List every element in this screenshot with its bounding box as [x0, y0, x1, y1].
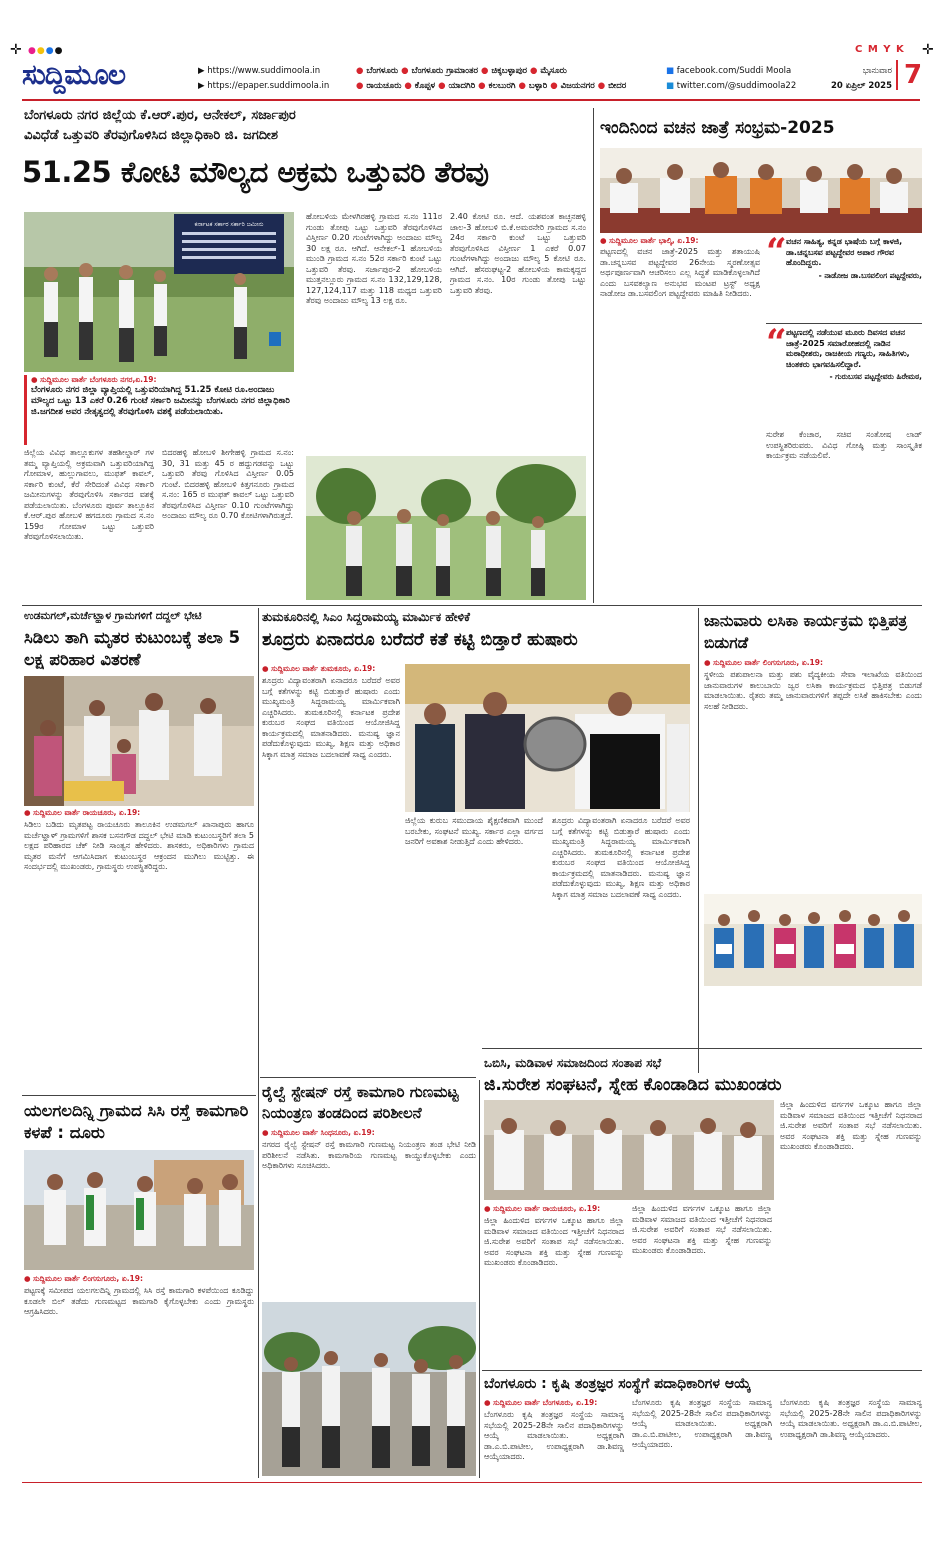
lead-kicker-1: ಬೆಂಗಳೂರು ನಗರ ಜಿಲ್ಲೆಯ ಕೆ.ಆರ್.ಪುರ, ಆನೇಕಲ್, ಸರ್ಜಾಪುರ [24, 108, 296, 123]
quote-1-author: - ನಾಡೋಜ ಡಾ.ಬಸವಲಿಂಗ ಪಟ್ಟದ್ದೇವರು, [818, 270, 922, 280]
cm-photo [405, 664, 690, 812]
vachana-col-1: ಪಟ್ಟಣದಲ್ಲಿ ವಚನ ಜಾತ್ರೆ-2025 ಮತ್ತು ಶತಾಯುಷಿ ಡಾ.ಚನ್ನಬಸವ ಪಟ್ಟದ್ದೇವರ 26ನೇಯ ಸ್ಮರಣೋತ್ಸವ ಅರ್ಥಪೂರ್ಣವಾಗಿ ಆಚರಿಸಲು ಎಲ್ಲ ಸಿದ್ಧತೆ ಮಾಡಿಕೊಳ್ಳಲಾಗಿದೆ ಎಂದು ಬಸವಕಲ್ಯಾಣ ಅನುಭವ ಮಂಟಪ ಟ್ರಸ್ಟ್ ಅಧ್ಯಕ್ಷ ನಾಡೋಜ ಡಾ.ಬಸವಲಿಂಗ ಪಟ್ಟದ್ದೇವರು ಮಾಹಿತಿ ನೀಡಿದರು. [600, 247, 760, 298]
quote-icon: “ [766, 322, 787, 364]
obc-photo [484, 1100, 774, 1200]
obc-kicker: ಒಬಿಸಿ, ಮಡಿವಾಳ ಸಮಾಜದಿಂದ ಸಂತಾಪ ಸಭೆ [484, 1056, 662, 1070]
masthead [0, 0, 945, 100]
lead-photo-survey [24, 212, 294, 372]
arrow-icon: ▶ [198, 81, 208, 91]
bullet-icon: ● [597, 81, 609, 91]
cm-dateline: ● ಸುದ್ದಿಮೂಲ ವಾರ್ತೆ ತುಮಕೂರು, ಏ.19: [262, 664, 376, 673]
signboard: ಕರ್ನಾಟಕ ಸರ್ಕಾರ ಸರ್ಕಾರಿ ಜಮೀನು [194, 221, 264, 228]
section-divider [482, 1048, 922, 1049]
cm-body-col-2: ಜಿಲ್ಲೆಯ ಕುರುಬ ಸಮುದಾಯ ಶೈಕ್ಷಣಿಕವಾಗಿ ಮುಂದೆ ಬರಬೇಕು, ಸಂಘಟನೆ ಮುಖ್ಯ. ಸರ್ಕಾರ ಎಲ್ಲಾ ವರ್ಗದ ಜನರಿಗೆ ಅವಕಾಶ ನೀಡುತ್ತಿದೆ ಎಂದು ಹೇಳಿದರು. [405, 816, 543, 846]
obc-body-col-3: ಜಿಲ್ಲಾ ಹಿಂದುಳಿದ ವರ್ಗಗಳ ಒಕ್ಕೂಟ ಹಾಗೂ ಜಿಲ್ಲಾ ಮಡಿವಾಳ ಸಮಾಜದ ವತಿಯಿಂದ ಇತ್ತೀಚೆಗೆ ನಿಧನರಾದ ಜಿ.ಸುರೇಶ ಅವರಿಗೆ ಸಂತಾಪ ಸಭೆ ನಡೆಸಲಾಯಿತು. ಅವರ ಸಂಘಟನಾ ಶಕ್ತಿ ಮತ್ತು ಸ್ನೇಹ ಗುಣವನ್ನು ಮುಖಂಡರು ಕೊಂಡಾಡಿದರು. [780, 1100, 922, 1151]
bullet-icon: ● [356, 66, 367, 76]
vachana-dateline: ● ಸುದ್ದಿಮೂಲ ವಾರ್ತೆ ಭಾಲ್ಕಿ, ಏ.19: [600, 236, 699, 245]
lead-dateline: ● ಸುದ್ದಿಮೂಲ ವಾರ್ತೆ ಬೆಂಗಳೂರು ನಗರ,ಏ.19: [31, 375, 157, 384]
color-dots: ●●●● [28, 46, 64, 56]
lead-photo-site [306, 456, 586, 600]
obc-dateline: ● ಸುದ್ದಿಮೂಲ ವಾರ್ತೆ ರಾಯಚೂರು, ಏ.19: [484, 1204, 601, 1213]
social-links [666, 64, 796, 94]
vachana-quote-1 [766, 231, 922, 319]
quote-1-text: ವಚನ ಸಾಹಿತ್ಯ, ಕನ್ನಡ ಭಾಷೆಯ ಬಗ್ಗೆ ಕಾಳಜಿ, ಡಾ.ಚನ್ನಬಸವ ಪಟ್ಟದ್ದೇವರ ಅಪಾರ ಗೌರವ ಹೊಂದಿದ್ದರು. [786, 237, 903, 267]
arrow-icon: ▶ [198, 66, 208, 76]
vachana-headline: ಇಂದಿನಿಂದ ವಚನ ಜಾತ್ರೆ ಸಂಭ್ರಮ-2025 [600, 118, 835, 138]
agri-headline: ಬೆಂಗಳೂರು : ಕೃಷಿ ತಂತ್ರಜ್ಞರ ಸಂಸ್ಥೆಗೆ ಪದಾಧಿಕಾರಿಗಳ ಆಯ್ಕೆ [484, 1376, 751, 1392]
road-headline: ಯಲಗಲದಿನ್ನಿ ಗ್ರಾಮದ ಸಿಸಿ ರಸ್ತೆ ಕಾಮಗಾರಿ ಕಳಪೆ : ದೂರು [24, 1101, 249, 1142]
bullet-icon: ● [438, 81, 449, 91]
edition-link[interactable]: ಕೊಪ್ಪಳ [414, 81, 439, 91]
agri-body-col-3: ಬೆಂಗಳೂರು ಕೃಷಿ ತಂತ್ರಜ್ಞರ ಸಂಸ್ಥೆಯ ಸಾಮಾನ್ಯ ಸಭೆಯಲ್ಲಿ 2025-28ನೇ ಸಾಲಿನ ಪದಾಧಿಕಾರಿಗಳನ್ನು ಆಯ್ಕೆ ಮಾಡಲಾಯಿತು. ಅಧ್ಯಕ್ಷರಾಗಿ ಡಾ.ಎ.ಬಿ.ಪಾಟೀಲ, ಉಪಾಧ್ಯಕ್ಷರಾಗಿ ಡಾ.ಶಿವಣ್ಣ ಆಯ್ಕೆಯಾದರು. [780, 1398, 922, 1439]
bullet-icon: ● [478, 81, 489, 91]
section-divider [22, 1095, 256, 1096]
lead-kicker-2: ವಿವಿಧೆಡೆ ಒತ್ತುವರಿ ತೆರವುಗೊಳಿಸಿದ ಜಿಲ್ಲಾಧಿಕಾರಿ ಜಿ. ಜಗದೀಶ [24, 128, 279, 143]
registration-marks-right: ✛ [922, 42, 934, 58]
vaccine-dateline: ● ಸುದ್ದಿಮೂಲ ವಾರ್ತೆ ಲಿಂಗಸುಗೂರು, ಏ.19: [704, 658, 823, 667]
quote-divider [766, 323, 922, 324]
editions-row-1 [356, 64, 636, 79]
edition-link[interactable]: ಚಿಕ್ಕಬಳ್ಳಾಪುರ [491, 66, 531, 76]
vaccine-body: ಸ್ಥಳೀಯ ಪಶುಪಾಲನಾ ಮತ್ತು ಪಶು ವೈದ್ಯಕೀಯ ಸೇವಾ ಇಲಾಖೆಯ ವತಿಯಿಂದ ಜಾನುವಾರುಗಳ ಕಾಲುಬಾಯಿ ಜ್ವರ ಲಸಿಕಾ ಕಾರ್ಯಕ್ರಮದ ಭಿತ್ತಿಪತ್ರ ಬಿಡುಗಡೆ ಮಾಡಲಾಯಿತು. ರೈತರು ತಮ್ಮ ಜಾನುವಾರುಗಳಿಗೆ ತಪ್ಪದೇ ಲಸಿಕೆ ಹಾಕಿಸಬೇಕು ಎಂದು ಸಲಹೆ ನೀಡಿದರು. [704, 670, 922, 711]
bottom-rule [22, 1482, 922, 1483]
rail-body: ನಗರದ ರೈಲ್ವೆ ಸ್ಟೇಷನ್ ರಸ್ತೆ ಕಾಮಗಾರಿ ಗುಣಮಟ್ಟ ನಿಯಂತ್ರಣ ತಂಡ ಭೇಟಿ ನೀಡಿ ಪರಿಶೀಲನೆ ನಡೆಸಿತು. ಕಾಮಗಾರಿಯ ಗುಣಮಟ್ಟ ಕಾಯ್ದುಕೊಳ್ಳಬೇಕು ಎಂದು ಅಧಿಕಾರಿಗಳು ಸೂಚಿಸಿದರು. [262, 1140, 476, 1170]
obc-headline: ಜಿ.ಸುರೇಶ ಸಂಘಟನೆ, ಸ್ನೇಹ ಕೊಂಡಾಡಿದ ಮುಖಂಡರು [484, 1075, 782, 1095]
bullet-icon: ● [401, 66, 412, 76]
rail-photo [262, 1302, 476, 1476]
section-divider [22, 605, 922, 606]
rail-dateline: ● ಸುದ್ದಿಮೂಲ ವಾರ್ತೆ ಸಿಂಧನೂರು, ಏ.19: [262, 1128, 375, 1137]
page-number: 7 [896, 60, 922, 90]
site-link[interactable]: https://www.suddimoola.in [207, 66, 321, 76]
issue-date [812, 64, 892, 94]
edition-link[interactable]: ಬೆಂಗಳೂರು [366, 66, 402, 76]
vaccine-headline: ಜಾನುವಾರು ಲಸಿಕಾ ಕಾರ್ಯಕ್ರಮ ಭಿತ್ತಿಪತ್ರ ಬಿಡುಗಡೆ [704, 612, 908, 652]
bullet-icon: ● [550, 81, 561, 91]
obc-body-col-1: ಜಿಲ್ಲಾ ಹಿಂದುಳಿದ ವರ್ಗಗಳ ಒಕ್ಕೂಟ ಹಾಗೂ ಜಿಲ್ಲಾ ಮಡಿವಾಳ ಸಮಾಜದ ವತಿಯಿಂದ ಇತ್ತೀಚೆಗೆ ನಿಧನರಾದ ಜಿ.ಸುರೇಶ ಅವರಿಗೆ ಸಂತಾಪ ಸಭೆ ನಡೆಸಲಾಯಿತು. ಅವರ ಸಂಘಟನಾ ಶಕ್ತಿ ಮತ್ತು ಸ್ನೇಹ ಗುಣವನ್ನು ಮುಖಂಡರು ಕೊಂಡಾಡಿದರು. [484, 1216, 624, 1267]
bullet-icon: ● [481, 66, 492, 76]
agri-body-col-2: ಬೆಂಗಳೂರು ಕೃಷಿ ತಂತ್ರಜ್ಞರ ಸಂಸ್ಥೆಯ ಸಾಮಾನ್ಯ ಸಭೆಯಲ್ಲಿ 2025-28ನೇ ಸಾಲಿನ ಪದಾಧಿಕಾರಿಗಳನ್ನು ಆಯ್ಕೆ ಮಾಡಲಾಯಿತು. ಅಧ್ಯಕ್ಷರಾಗಿ ಡಾ.ಎ.ಬಿ.ಪಾಟೀಲ, ಉಪಾಧ್ಯಕ್ಷರಾಗಿ ಡಾ.ಶಿವಣ್ಣ ಆಯ್ಕೆಯಾದರು. [632, 1398, 772, 1449]
lead-highlight: ಬೆಂಗಳೂರು ನಗರ ಜಿಲ್ಲಾ ವ್ಯಾಪ್ತಿಯಲ್ಲಿ ಒತ್ತುವರಿಯಾಗಿದ್ದ 51.25 ಕೋಟಿ ರೂ.ಅಂದಾಜು ಮೌಲ್ಯದ ಒಟ್ಟು 13 ಎಕರೆ 0.26 ಗುಂಟೆ ಸರ್ಕಾರಿ ಜಮೀನನ್ನು ಬೆಂಗಳೂರು ನಗರ ಜಿಲ್ಲಾಧಿಕಾರಿ ಜಿ.ಜಗದೀಶ ಅವರ ನೇತೃತ್ವದಲ್ಲಿ ತೆರವುಗೊಳಿಸಿ ವಶಕ್ಕೆ ಪಡೆಯಲಾಯಿತು. [31, 385, 290, 417]
rail-headline: ರೈಲ್ವೆ ಸ್ಟೇಷನ್ ರಸ್ತೆ ಕಾಮಗಾರಿ ಗುಣಮಟ್ಟ ನಿಯಂತ್ರಣ ತಂಡದಿಂದ ಪರಿಶೀಲನೆ [262, 1083, 459, 1122]
ms-body: ಸಿಡಿಲು ಬಡಿದು ಮೃತಪಟ್ಟ ರಾಯಚೂರು ತಾಲೂಕಿನ ಉಡಮಗಲ್ ಖಾನಾಪುರು ಹಾಗೂ ಮರ್ಚೆಟ್ಹಾಳ್ ಗ್ರಾಮಗಳಿಗೆ ಶಾಸಕ ಬಸನಗೌಡ ದದ್ದಲ್ ಭೇಟಿ ಮಾಡಿ ಕುಟುಂಬಸ್ಥರಿಗೆ ತಲಾ 5 ಲಕ್ಷದ ಪರಿಹಾರದ ಚೆಕ್ ನೀಡಿ ಸಾಂತ್ವನ ಹೇಳಿದರು. ಶಾಸಕರು, ಅಧಿಕಾರಿಗಳು ಗ್ರಾಮದ ಮೃತರ ಮನೆಗೆ ಆಗಮಿಸಿದಾಗ ಕುಟುಂಬಸ್ಥರ ಆಕ್ರಂದನ ಮುಗಿಲು ಮುಟ್ಟಿತ್ತು. ಈ ಸಂದರ್ಭದಲ್ಲಿ ಮುಖಂಡರು, ಗ್ರಾಮಸ್ಥರು ಉಪಸ್ಥಿತರಿದ್ದರು. [24, 820, 254, 871]
agri-body-col-1: ಬೆಂಗಳೂರು ಕೃಷಿ ತಂತ್ರಜ್ಞರ ಸಂಸ್ಥೆಯ ಸಾಮಾನ್ಯ ಸಭೆಯಲ್ಲಿ 2025-28ನೇ ಸಾಲಿನ ಪದಾಧಿಕಾರಿಗಳನ್ನು ಆಯ್ಕೆ ಮಾಡಲಾಯಿತು. ಅಧ್ಯಕ್ಷರಾಗಿ ಡಾ.ಎ.ಬಿ.ಪಾಟೀಲ, ಉಪಾಧ್ಯಕ್ಷರಾಗಿ ಡಾ.ಶಿವಣ್ಣ ಆಯ್ಕೆಯಾದರು. [484, 1410, 624, 1461]
web-links [198, 64, 329, 94]
column-divider [479, 1080, 480, 1478]
column-divider [258, 608, 259, 1478]
edition-link[interactable]: ಯಾದಗಿರಿ [448, 81, 479, 91]
lead-col-1: ಜಿಲ್ಲೆಯ ವಿವಿಧ ತಾಲ್ಲೂಕುಗಳ ತಹಶೀಲ್ದಾರ್ ಗಳ ತಮ್ಮ ವ್ಯಾಪ್ತಿಯಲ್ಲಿ ಅಕ್ರಮವಾಗಿ ಒತ್ತುವರಿಯಾಗಿದ್ದ ಗೋಮಾಳ, ಹುಲ್ಲುಗಾವಲು, ಮುಫತ್ ಕಾವಲ್, ಸರ್ಕಾರಿ ಕುಂಟೆ, ಕೆರೆ ಸೇರಿದಂತೆ ವಿವಿಧ ಸರ್ಕಾರಿ ಜಮೀನುಗಳನ್ನು ತೆರವುಗೊಳಿಸಿ ಸರ್ಕಾರದ ವಶಕ್ಕೆ ಪಡೆಯಲಾಯಿತು. ಬೆಂಗಳೂರು ಪೂರ್ವ ತಾಲ್ಲೂಕಿನ ಕೆ.ಆರ್.ಪುರ ಹೋಬಳಿ ಹಗದೂರು ಗ್ರಾಮದ ಸ.ನಂ 159ರ ಗೋಮಾಳ ಒಟ್ಟು ಒತ್ತುವರಿ ತೆರವುಗೊಳಿಸಲಾಯಿತು. [24, 448, 154, 541]
column-divider [698, 608, 699, 1073]
vaccine-photo [704, 894, 922, 986]
lead-col-3: ಹೋಬಳಿಯ ಮೇಳಗಿರಹಳ್ಳಿ ಗ್ರಾಮದ ಸ.ನಂ 111ರ ಗುಂಡು ತೋಪು ಒಟ್ಟು ಒತ್ತುವರಿ ತೆರವುಗೊಳಿಸಿದ ವಿಸ್ತೀರ್ಣ 0.20 ಗುಂಟೆಗಳಾಗಿದ್ದು ಅಂದಾಜು ಮೌಲ್ಯ 30 ಲಕ್ಷ ರೂ. ಆಗಿದೆ. ಆನೇಕಲ್-1 ಹೋಬಳಿಯ ಮುಂಡಿ ಗ್ರಾಮದ ಸ.ನಂ 52ರ ಸರ್ಕಾರಿ ಕುಂಟೆ ಒಟ್ಟು ಒತ್ತುವರಿ ತೆರವು. ಸರ್ಜಾಪುರ-2 ಹೋಬಳಿಯ ಮುತ್ತನಲ್ಲೂರು ಗ್ರಾಮದ ಸ.ನಂ 132,129,128, 127,124,117 ಮತ್ತು 118 ಮಧ್ಯದ ಒತ್ತುವರಿ ತೆರವು ಅಂದಾಜು ಮೌಲ್ಯ 13 ಲಕ್ಷ ರೂ. [306, 212, 442, 305]
road-dateline: ● ಸುದ್ದಿಮೂಲ ವಾರ್ತೆ ಲಿಂಗಸುಗೂರು, ಏ.19: [24, 1274, 143, 1283]
obc-body-col-2: ಜಿಲ್ಲಾ ಹಿಂದುಳಿದ ವರ್ಗಗಳ ಒಕ್ಕೂಟ ಹಾಗೂ ಜಿಲ್ಲಾ ಮಡಿವಾಳ ಸಮಾಜದ ವತಿಯಿಂದ ಇತ್ತೀಚೆಗೆ ನಿಧನರಾದ ಜಿ.ಸುರೇಶ ಅವರಿಗೆ ಸಂತಾಪ ಸಭೆ ನಡೆಸಲಾಯಿತು. ಅವರ ಸಂಘಟನಾ ಶಕ್ತಿ ಮತ್ತು ಸ್ನೇಹ ಗುಣವನ್ನು ಮುಖಂಡರು ಕೊಂಡಾಡಿದರು. [632, 1204, 772, 1255]
twitter-link[interactable]: twitter.com/@suddimoola22 [676, 81, 797, 91]
ms-dateline: ● ಸುದ್ದಿಮೂಲ ವಾರ್ತೆ ರಾಯಚೂರು, ಏ.19: [24, 808, 141, 817]
lead-highlight-box [24, 375, 294, 445]
masthead-logo: ಸುದ್ದಿಮೂಲ [22, 58, 126, 91]
masthead-rule [22, 99, 920, 101]
date-label: 20 ಏಪ್ರಿಲ್ 2025 [831, 81, 892, 91]
quote-2-author: - ಗುರುಬಸವ ಪಟ್ಟದ್ದೇವರು ಹಿರೇಮಠ, [829, 372, 922, 381]
editions-row-2 [356, 79, 636, 94]
bullet-icon: ● [356, 81, 367, 91]
edition-link[interactable]: ಬಳ್ಳಾರಿ [528, 81, 551, 91]
vachana-quote-2 [766, 322, 922, 424]
road-body: ಪಟ್ಟಣಕ್ಕೆ ಸಮೀಪದ ಯಲಗಲದಿನ್ನಿ ಗ್ರಾಮದಲ್ಲಿ ಸಿಸಿ ರಸ್ತೆ ಕಾಮಗಾರಿ ಕಳಪೆಯಿಂದ ಕೂಡಿದ್ದು ಕೂಡಲೇ ಬಿಲ್ ತಡೆದು ಗುಣಮಟ್ಟದ ಕಾಮಗಾರಿ ಕೈಗೊಳ್ಳಬೇಕು ಎಂದು ಗ್ರಾಮಸ್ಥರು ಆಗ್ರಹಿಸಿದರು. [24, 1286, 254, 1316]
twitter-icon: ■ [666, 81, 677, 91]
cm-kicker: ತುಮಕೂರಿನಲ್ಲಿ ಸಿಎಂ ಸಿದ್ದರಾಮಯ್ಯ ಮಾರ್ಮಿಕ ಹೇಳಿಕೆ [262, 610, 470, 624]
registration-marks: ✛ [10, 42, 22, 58]
facebook-link[interactable]: facebook.com/Suddi Moola [676, 66, 792, 76]
lead-col-4: 2.40 ಕೋಟಿ ರೂ. ಆದೆ. ಯಶವಂತ ಕಾಚ್ಛನಹಳ್ಳಿ ಜಾಲ-3 ಹೋಬಳಿ ಬಿ.ಕೆ.ಅಮರನೇರಿ ಗ್ರಾಮದ ಸ.ನಂ 24ರ ಸರ್ಕಾರಿ ಕುಂಟೆ ಒಟ್ಟು ಒತ್ತುವರಿ ತೆರವುಗೊಳಿಸಿದ ವಿಸ್ತೀರ್ಣ 1 ಎಕರೆ 0.07 ಗುಂಟೆಗಳಾಗಿದ್ದು ಅಂದಾಜು ಮೌಲ್ಯ 5 ಕೋಟಿ ರೂ. ಆಗಿದೆ. ಹೆಸರುಘಟ್ಟ-2 ಹೋಬಳಿಯ ಕಾಮಕ್ಕದ್ದದ ಗ್ರಾಮದ ಸ.ನಂ. 10ರ ಗುಂಡು ತೋಪು ಒಟ್ಟು ಒತ್ತುವರಿ ತೆರವು. [450, 212, 586, 295]
cm-headline: ಶೂದ್ರರು ಏನಾದರೂ ಬರೆದರೆ ಕತೆ ಕಟ್ಟಿ ಬಿಡ್ತಾರೆ ಹುಷಾರು [262, 630, 578, 650]
edition-link[interactable]: ರಾಯಚೂರು [366, 81, 405, 91]
edition-link[interactable]: ವಿಜಯನಗರ [560, 81, 598, 91]
road-photo [24, 1150, 254, 1270]
cm-body-col-3: ಶೂದ್ರರು ವಿದ್ಯಾವಂತರಾಗಿ ಏನಾದರೂ ಬರೆದರೆ ಅವರ ಬಗ್ಗೆ ಕತೆಗಳನ್ನು ಕಟ್ಟಿ ಬಿಡುತ್ತಾರೆ ಹುಷಾರು ಎಂದು ಮುಖ್ಯಮಂತ್ರಿ ಸಿದ್ದರಾಮಯ್ಯ ಮಾರ್ಮಿಕವಾಗಿ ಎಚ್ಚರಿಸಿದರು. ತುಮಕೂರಿನಲ್ಲಿ ಕರ್ನಾಟಕ ಪ್ರದೇಶ ಕುರುಬರ ಸಂಘದ ವತಿಯಿಂದ ಆಯೋಜಿಸಿದ್ದ ಕಾರ್ಯಕ್ರಮದಲ್ಲಿ ಮಾತನಾಡಿದರು. ಮನುಷ್ಯ ಜ್ಞಾನ ಪಡೆದುಕೊಳ್ಳುವುದು ಮುಖ್ಯ, ಶಿಕ್ಷಣ ಮತ್ತು ಅಧಿಕಾರ ಸಿಕ್ಕಾಗ ಮಾತ್ರ ಸಮಾಜ ಬದಲಾವಣೆ ಸಾಧ್ಯ ಎಂದರು. [552, 816, 690, 899]
vachana-photo [600, 148, 922, 233]
cmyk-marker: C M Y K [855, 44, 905, 55]
ms-photo [24, 676, 254, 806]
edition-link[interactable]: ಕಲಬುರಗಿ [488, 81, 519, 91]
bullet-icon: ● [518, 81, 529, 91]
lead-headline: 51.25 ಕೋಟಿ ಮೌಲ್ಯದ ಅಕ್ರಮ ಒತ್ತುವರಿ ತೆರವು [22, 155, 489, 189]
epaper-link[interactable]: https://epaper.suddimoola.in [207, 81, 330, 91]
column-divider [593, 108, 594, 603]
vachana-col-2: ಸುರೇಶ ಕೆಂಚಾರ, ಸಚಿವ ಸಂತೋಷ ಲಾಡ್ ಉಪಸ್ಥಿತರಿರುವರು. ವಿವಿಧ ಗೋಷ್ಠಿ ಮತ್ತು ಸಾಂಸ್ಕೃತಿಕ ಕಾರ್ಯಕ್ರಮ ನಡೆಯಲಿವೆ. [766, 430, 922, 460]
bullet-icon: ● [404, 81, 415, 91]
cm-body-col-1: ಶೂದ್ರರು ವಿದ್ಯಾವಂತರಾಗಿ ಏನಾದರೂ ಬರೆದರೆ ಅವರ ಬಗ್ಗೆ ಕತೆಗಳನ್ನು ಕಟ್ಟಿ ಬಿಡುತ್ತಾರೆ ಹುಷಾರು ಎಂದು ಮುಖ್ಯಮಂತ್ರಿ ಸಿದ್ದರಾಮಯ್ಯ ಮಾರ್ಮಿಕವಾಗಿ ಎಚ್ಚರಿಸಿದರು. ತುಮಕೂರಿನಲ್ಲಿ ಕರ್ನಾಟಕ ಪ್ರದೇಶ ಕುರುಬರ ಸಂಘದ ವತಿಯಿಂದ ಆಯೋಜಿಸಿದ್ದ ಕಾರ್ಯಕ್ರಮದಲ್ಲಿ ಮಾತನಾಡಿದರು. ಮನುಷ್ಯ ಜ್ಞಾನ ಪಡೆದುಕೊಳ್ಳುವುದು ಮುಖ್ಯ, ಶಿಕ್ಷಣ ಮತ್ತು ಅಧಿಕಾರ ಸಿಕ್ಕಾಗ ಮಾತ್ರ ಸಮಾಜ ಬದಲಾವಣೆ ಸಾಧ್ಯ ಎಂದರು. [262, 676, 400, 759]
quote-2-text: ಪಟ್ಟಣದಲ್ಲಿ ನಡೆಯುವ ಮೂರು ದಿವಸದ ವಚನ ಜಾತ್ರೆ-2025 ಸಮಾರೋಹದಲ್ಲಿ ನಾಡಿನ ಮಠಾಧೀಶರು, ರಾಜಕೀಯ ಗಣ್ಯರು, ಸಾಹಿತಿಗಳು, ಚಿಂತಕರು ಭಾಗವಹಿಸಲಿದ್ದಾರೆ. [786, 328, 910, 369]
edition-link[interactable]: ಬೀದರ [608, 81, 627, 91]
edition-link[interactable]: ಮೈಸೂರು [540, 66, 567, 76]
ms-kicker: ಉಡಮಗಲ್,ಮರ್ಚೆಟ್ಹಾಳ ಗ್ರಾಮಗಳಿಗೆ ದದ್ದಲ್ ಭೇಟಿ [24, 610, 202, 622]
editions-nav [356, 64, 636, 94]
quote-icon: “ [766, 231, 787, 273]
bullet-icon: ● [530, 66, 541, 76]
section-divider [482, 1370, 922, 1371]
lead-col-1b: ಬಿದರಹಳ್ಳಿ ಹೋಬಳಿ ಶೀಗೇಹಳ್ಳಿ ಗ್ರಾಮದ ಸ.ನಂ: 30, 31 ಮತ್ತು 45 ರ ಹದ್ದುಗಡವನ್ನು ಒಟ್ಟು ಒತ್ತುವರಿ ತೆರವು ಗೊಳಿಸಿದ ವಿಸ್ತೀರ್ಣ 0.05 ಗುಂಟೆ. ಬಿದರಹಳ್ಳಿ ಹೋಬಳಿ ಕಿತ್ತಗನೂರು ಗ್ರಾಮದ ಸ.ನಂ: 165 ರ ಮುಫತ್ ಕಾವಲ್ ಒಟ್ಟು ಒತ್ತುವರಿ ತೆರವುಗೊಳಿಸಿದ ವಿಸ್ತೀರ್ಣ 0.10 ಗುಂಟೆಗಳಾಗಿದ್ದು ಅಂದಾಜು ಮೌಲ್ಯ ರೂ 0.70 ಕೋಟಿಗಳಾಗಿರುತ್ತದೆ. [162, 448, 294, 520]
edition-link[interactable]: ಬೆಂಗಳೂರು ಗ್ರಾಮಾಂತರ [411, 66, 481, 76]
facebook-icon: ■ [666, 66, 677, 76]
ms-headline: ಸಿಡಿಲು ತಾಗಿ ಮೃತರ ಕುಟುಂಬಕ್ಕೆ ತಲಾ 5 ಲಕ್ಷ ಪರಿಹಾರ ವಿತರಣೆ [24, 628, 241, 669]
agri-dateline: ● ಸುದ್ದಿಮೂಲ ವಾರ್ತೆ ಬೆಂಗಳೂರು, ಏ.19: [484, 1398, 598, 1407]
section-divider [260, 1077, 476, 1078]
day-label: ಭಾನುವಾರ [862, 66, 892, 76]
